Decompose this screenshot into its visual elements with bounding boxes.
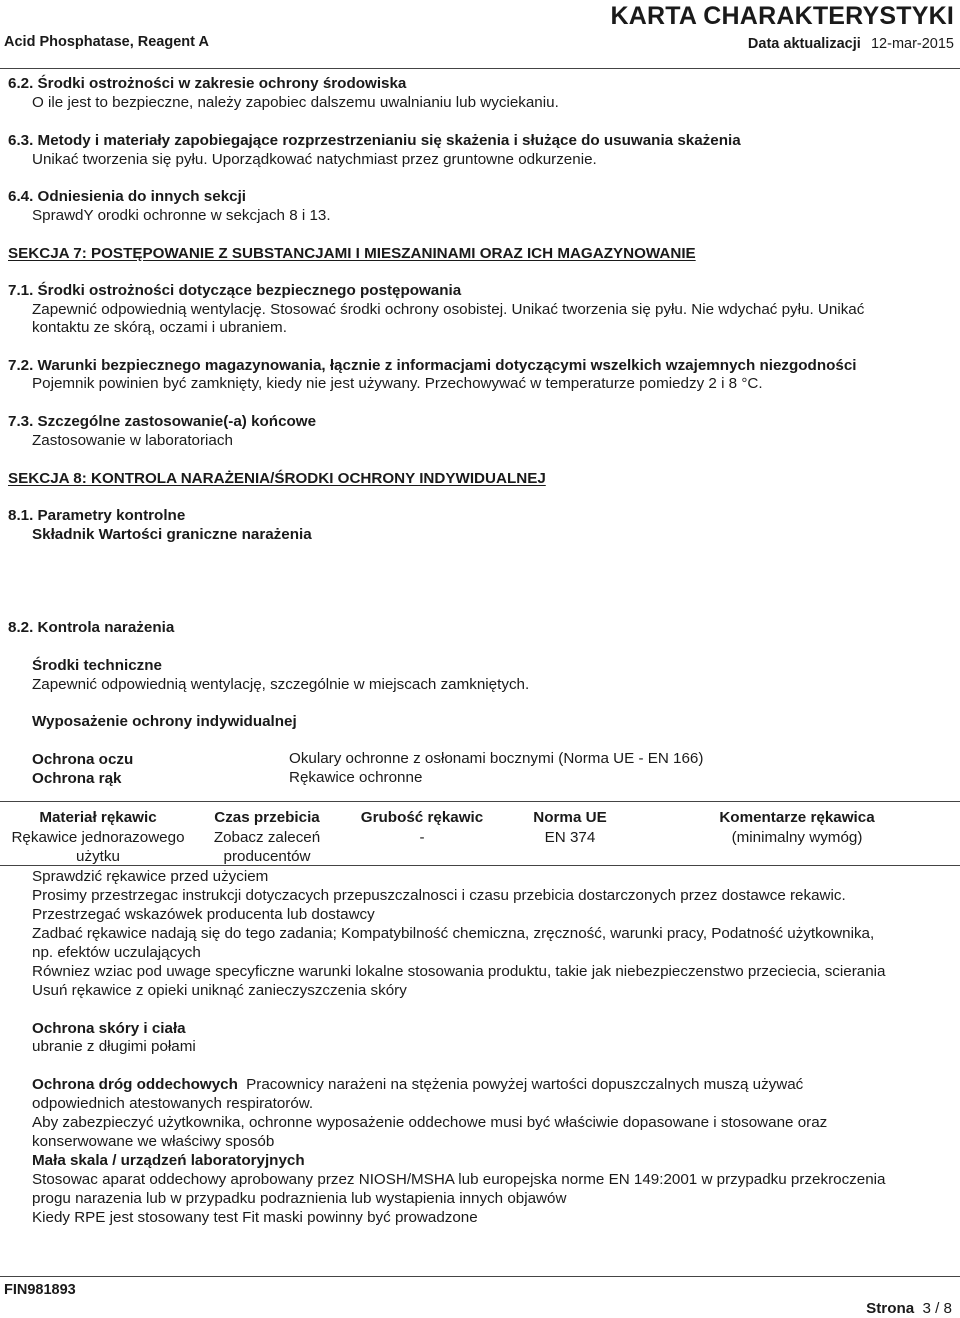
table-cell-thickness: - [419,829,425,846]
section-7-3-heading: 7.3. Szczególne zastosowanie(-a) końcowe [8,413,317,430]
section-6-3-heading: 6.3. Metody i materiały zapobiegające rozprzestrzenianiu się skażenia i służące do usuwania skażenia [8,132,741,149]
hand-protection-value: Rękawice ochronne [289,769,423,786]
respiratory-text-6: progu narazenia lub w przypadku podraznienia lub wystapienia innych objawów [32,1190,567,1207]
section-8-title: SEKCJA 8: KONTROLA NARAŻENIA/ŚRODKI OCHRONY INDYWIDUALNEJ [8,470,546,487]
table-top-rule [0,801,960,802]
respiratory-line1 [32,1075,803,1094]
section-6-4-text: SprawdY orodki ochronne w sekcjach 8 i 13. [32,207,331,224]
section-7-3-text: Zastosowanie w laboratoriach [32,432,233,449]
page-number-label: Strona [866,1300,915,1317]
ppe-heading: Wyposażenie ochrony indywidualnej [32,713,297,730]
table-bottom-rule [0,865,960,866]
hand-protection-label: Ochrona rąk [32,770,122,787]
table-header-comments: Komentarze rękawica [719,809,875,826]
eye-protection-value: Okulary ochronne z osłonami bocznymi (Norma UE - EN 166) [289,750,704,767]
respiratory-text-3: Aby zabezpieczyć użytkownika, ochronne wyposażenie oddechowe musi być właściwie dopasowane i stosowane oraz [32,1114,828,1131]
respiratory-text-7: Kiedy RPE jest stosowany test Fit maski powinny być prowadzone [32,1209,478,1226]
table-cell-breakthrough-line1: Zobacz zaleceń [213,829,321,846]
section-7-1-text-line1: Zapewnić odpowiednią wentylację. Stosować środki ochrony osobistej. Unikać tworzenia się pyłu. Nie wdychać pyłu. Unikać [32,301,865,318]
section-8-1-heading: 8.1. Parametry kontrolne [8,507,186,524]
product-name: Acid Phosphatase, Reagent A [4,34,209,50]
header-rule [0,68,960,69]
table-cell-material-line1: Rękawice jednorazowego [11,829,185,846]
section-7-1-text-line2: kontaktu ze skórą, oczami i ubraniem. [32,319,287,336]
table-cell-comments: (minimalny wymóg) [731,829,863,846]
section-7-title: SEKCJA 7: POSTĘPOWANIE Z SUBSTANCJAMI I MIESZANINAMI ORAZ ICH MAGAZYNOWANIE [8,245,696,262]
glove-note-5: np. efektów uczulających [32,944,201,961]
glove-note-6: Równiez wziac pod uwage specyficzne warunki lokalne stosowania produktu, takie jak niebezpieczenstwo przeciecia, scierania [32,963,886,980]
table-header-breakthrough: Czas przebicia [214,809,320,826]
table-cell-breakthrough-line2: producentów [223,848,311,865]
skin-protection-heading: Ochrona skóry i ciała [32,1020,186,1037]
section-7-1-heading: 7.1. Środki ostrożności dotyczące bezpiecznego postępowania [8,282,462,299]
table-header-material: Materiał rękawic [39,809,157,826]
footer-rule [0,1276,960,1277]
table-cell-material-line2: użytku [76,848,120,865]
section-7-2-text: Pojemnik powinien być zamknięty, kiedy nie jest używany. Przechowywać w temperaturze pomiedzy 2 i 8 °C. [32,375,763,392]
small-scale-heading: Mała skala / urządzeń laboratoryjnych [32,1152,305,1169]
document-title: KARTA CHARAKTERYSTYKI [610,2,954,30]
table-cell-norm: EN 374 [544,829,596,846]
respiratory-text-1: Pracownicy narażeni na stężenia powyżej wartości dopuszczalnych muszą używać [246,1076,804,1093]
glove-note-2: Prosimy przestrzegac instrukcji dotyczacych przepuszczalnosci i czasu przebicia dostarczonych przez dostawce rekawic. [32,887,846,904]
section-8-1-subheading: Składnik Wartości graniczne narażenia [32,526,312,543]
revision-date-label: Data aktualizacji [747,36,861,52]
section-6-3-text: Unikać tworzenia się pyłu. Uporządkować natychmiast przez gruntowne odkurzenie. [32,151,597,168]
respiratory-heading: Ochrona dróg oddechowych [32,1076,238,1093]
eye-protection-label: Ochrona oczu [32,751,134,768]
respiratory-text-5: Stosowac aparat oddechowy aprobowany przez NIOSH/MSHA lub europejska norme EN 149:2001 w przypadku przekroczenia [32,1171,886,1188]
document-id: FIN981893 [4,1282,76,1298]
page-number [866,1299,952,1318]
respiratory-text-2: odpowiednich atestowanych respiratorów. [32,1095,314,1112]
skin-protection-text: ubranie z długimi połami [32,1038,196,1055]
section-7-2-heading: 7.2. Warunki bezpiecznego magazynowania, łącznie z informacjami dotyczącymi wszelkich wzajemnych niezgodności [8,357,857,374]
revision-date [748,34,954,54]
section-6-4-heading: 6.4. Odniesienia do innych sekcji [8,188,247,205]
respiratory-text-4: konserwowane we właściwy sposób [32,1133,275,1150]
revision-date-value: 12-mar-2015 [870,36,954,52]
table-header-norm: Norma UE [533,809,607,826]
glove-note-1: Sprawdzić rękawice przed użyciem [32,868,269,885]
technical-measures-text: Zapewnić odpowiednią wentylację, szczególnie w miejscach zamkniętych. [32,676,530,693]
table-header-thickness: Grubość rękawic [360,809,484,826]
glove-note-7: Usuń rękawice z opieki uniknąć zanieczyszczenia skóry [32,982,407,999]
page-number-value: 3 / 8 [922,1300,952,1317]
section-8-2-heading: 8.2. Kontrola narażenia [8,619,175,636]
glove-note-4: Zadbać rękawice nadają się do tego zadania; Kompatybilność chemiczna, zręczność, warunki pracy, Podatność użytkownika, [32,925,875,942]
glove-note-3: Przestrzegać wskazówek producenta lub dostawcy [32,906,375,923]
section-6-2-text: O ile jest to bezpieczne, należy zapobiec dalszemu uwalnianiu lub wyciekaniu. [32,94,559,111]
technical-measures-heading: Środki techniczne [32,657,162,674]
section-6-2-heading: 6.2. Środki ostrożności w zakresie ochrony środowiska [8,75,407,92]
